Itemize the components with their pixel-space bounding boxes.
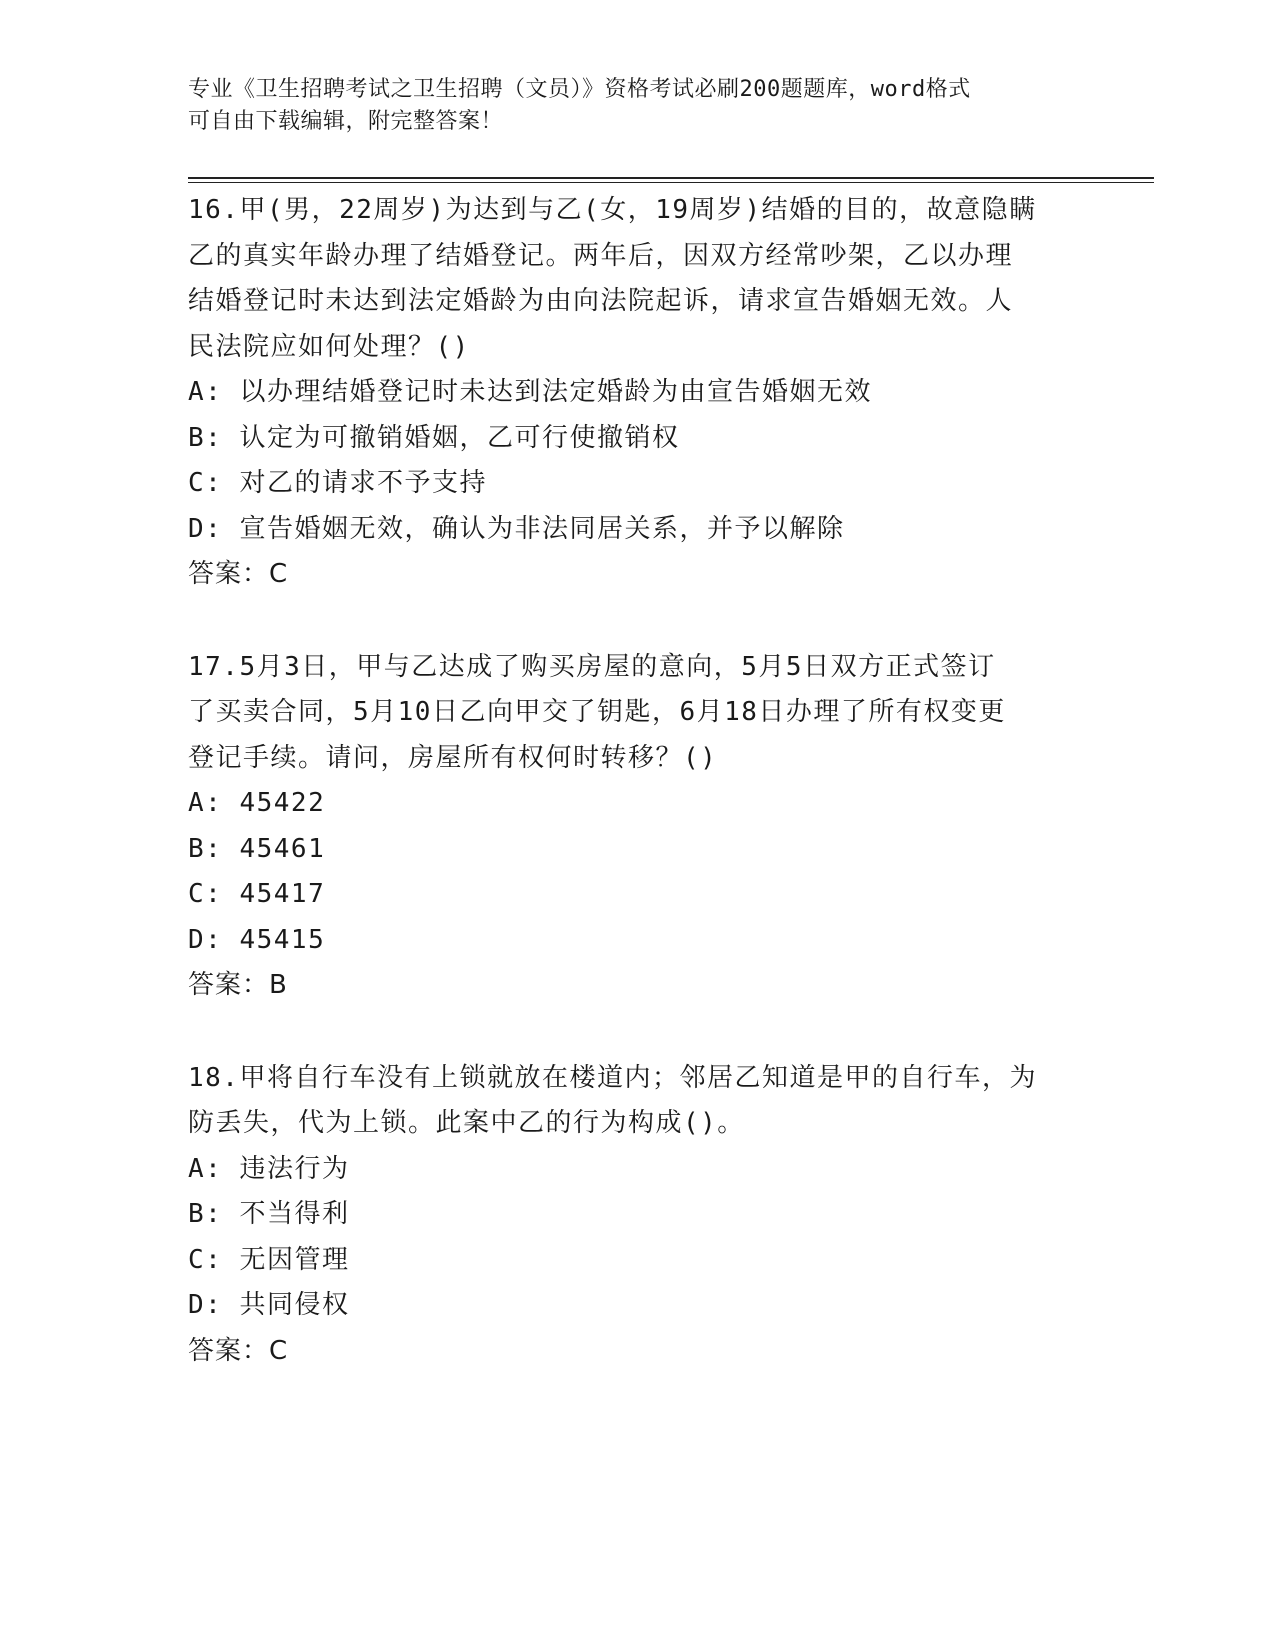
document-header	[188, 74, 1088, 138]
option-b: B: 认定为可撤销婚姻，乙可行使撤销权	[188, 422, 680, 453]
question-spacer	[188, 1009, 1088, 1056]
stem-line: 民法院应如何处理？()	[188, 331, 470, 362]
stem-line: 乙的真实年龄办理了结婚登记。两年后，因双方经常吵架，乙以办理	[188, 240, 1014, 271]
option-d: D: 宣告婚姻无效，确认为非法同居关系，并予以解除	[188, 513, 845, 544]
question-16	[188, 188, 1088, 598]
option-d: D: 45415	[188, 924, 326, 955]
question-18	[188, 1056, 1088, 1375]
question-17	[188, 645, 1088, 1009]
question-stem	[188, 1056, 1088, 1147]
question-spacer	[188, 598, 1088, 645]
option-c: C: 无因管理	[188, 1244, 350, 1275]
option-c: C: 对乙的请求不予支持	[188, 468, 487, 498]
option-b: B: 不当得利	[188, 1199, 350, 1229]
header-divider-thin	[188, 182, 1154, 183]
option-a: A: 以办理结婚登记时未达到法定婚龄为由宣告婚姻无效	[188, 377, 872, 407]
header-line-1: 专业《卫生招聘考试之卫生招聘（文员）》资格考试必刷200题题库，word格式	[188, 77, 971, 102]
option-d: D: 共同侵权	[188, 1290, 350, 1320]
stem-line: 防丢失，代为上锁。此案中乙的行为构成()。	[188, 1108, 745, 1138]
option-b: B: 45461	[188, 833, 326, 864]
stem-line: 结婚登记时未达到法定婚龄为由向法院起诉，请求宣告婚姻无效。人	[188, 286, 1014, 316]
option-c: C: 45417	[188, 879, 326, 909]
question-list	[188, 188, 1088, 1374]
answer-line: 答案：C	[188, 1335, 289, 1366]
answer-line: 答案：B	[188, 970, 288, 1000]
stem-line: 18.甲将自行车没有上锁就放在楼道内；邻居乙知道是甲的自行车，为	[188, 1062, 1037, 1093]
stem-line: 了买卖合同，5月10日乙向甲交了钥匙，6月18日办理了所有权变更	[188, 697, 1006, 727]
stem-line: 17.5月3日，甲与乙达成了购买房屋的意向，5月5日双方正式签订	[188, 651, 996, 682]
stem-line: 16.甲(男，22周岁)为达到与乙(女，19周岁)结婚的目的，故意隐瞒	[188, 195, 1037, 225]
header-line-2: 可自由下载编辑，附完整答案！	[188, 109, 504, 134]
question-stem	[188, 645, 1088, 782]
answer-line: 答案：C	[188, 559, 289, 589]
option-a: A: 45422	[188, 788, 326, 818]
stem-line: 登记手续。请问，房屋所有权何时转移？()	[188, 742, 718, 773]
option-a: A: 违法行为	[188, 1153, 350, 1184]
header-divider-thick	[188, 177, 1154, 179]
question-stem	[188, 188, 1088, 370]
